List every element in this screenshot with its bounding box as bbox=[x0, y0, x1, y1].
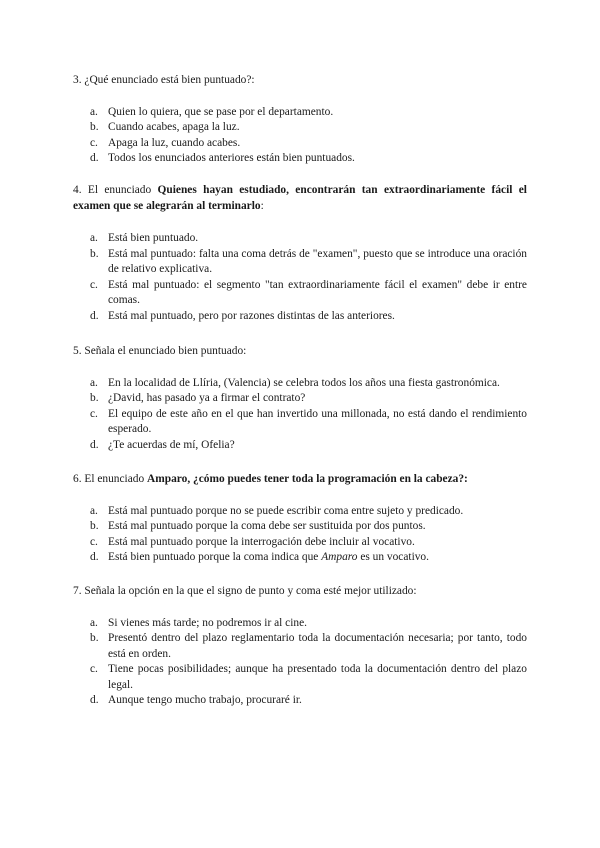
option-5a: a. En la localidad de Llíria, (Valencia) se celebra todos los años una fiesta gastronómica. bbox=[90, 376, 500, 389]
option-3a: a. Quien lo quiera, que se pase por el departamento. bbox=[90, 105, 334, 118]
question-7 bbox=[73, 584, 527, 709]
option-6b: b. Está mal puntuado porque la coma debe ser sustituida por dos puntos. bbox=[90, 520, 426, 532]
option-7b: b. Presentó dentro del plazo reglamentario toda la documentación necesaria; por tanto, todo está en orden. bbox=[90, 632, 527, 660]
question-5-options bbox=[73, 376, 527, 454]
option-3b: b. Cuando acabes, apaga la luz. bbox=[90, 121, 240, 133]
option-4a: a. Está bien puntuado. bbox=[90, 232, 199, 244]
option-4d: d. Está mal puntuado, pero por razones distintas de las anteriores. bbox=[90, 309, 395, 322]
question-4-quote: Quienes hayan estudiado, encontrarán tan extraordinariamente fácil el examen que se alegrarán al terminarlo bbox=[73, 184, 527, 212]
question-3-text: 3. ¿Qué enunciado está bien puntuado?: bbox=[73, 74, 255, 86]
question-6-options bbox=[73, 504, 527, 566]
option-6c: c. Está mal puntuado porque la interrogación debe incluir al vocativo. bbox=[90, 535, 415, 548]
option-6a: a. Está mal puntuado porque no se puede escribir coma entre sujeto y predicado. bbox=[90, 504, 464, 517]
question-4-text: 4. El enunciado Quienes hayan estudiado, encontrarán tan extraordinariamente fácil el examen que se alegrarán al terminarlo: bbox=[73, 184, 527, 212]
question-5-text: 5. Señala el enunciado bien puntuado: bbox=[73, 345, 247, 357]
option-5d: d. ¿Te acuerdas de mí, Ofelia? bbox=[90, 438, 235, 451]
question-4 bbox=[73, 183, 527, 324]
question-7-options bbox=[73, 616, 527, 709]
option-5c: c. El equipo de este año en el que han invertido una millonada, no está dando el rendimiento esperado. bbox=[90, 407, 527, 435]
option-4c: c. Está mal puntuado: el segmento "tan extraordinariamente fácil el examen" debe ir entre comas. bbox=[90, 278, 527, 306]
option-7c: c. Tiene pocas posibilidades; aunque ha presentado toda la documentación dentro del plazo legal. bbox=[90, 663, 527, 691]
question-3 bbox=[73, 73, 527, 167]
question-6-text: 6. El enunciado Amparo, ¿cómo puedes tener toda la programación en la cabeza?: bbox=[73, 473, 468, 485]
vocative-word: Amparo bbox=[321, 551, 358, 563]
option-5b: b. ¿David, has pasado ya a firmar el contrato? bbox=[90, 392, 306, 404]
option-7d: d. Aunque tengo mucho trabajo, procuraré ir. bbox=[90, 694, 302, 706]
option-7a: a. Si vienes más tarde; no podremos ir al cine. bbox=[90, 616, 307, 629]
question-7-text: 7. Señala la opción en la que el signo de punto y coma esté mejor utilizado: bbox=[73, 585, 417, 597]
question-3-options bbox=[73, 105, 527, 167]
option-6d: d. Está bien puntuado porque la coma indica que Amparo es un vocativo. bbox=[90, 551, 429, 563]
question-4-options bbox=[73, 231, 527, 324]
option-3d: d. Todos los enunciados anteriores están bien puntuados. bbox=[90, 152, 355, 164]
option-4b: b. Está mal puntuado: falta una coma detrás de "examen", puesto que se introduce una oración de relativo explicativa. bbox=[90, 247, 527, 275]
question-5 bbox=[73, 344, 527, 453]
question-6 bbox=[73, 472, 527, 566]
option-3c: c. Apaga la luz, cuando acabes. bbox=[90, 136, 241, 149]
question-6-quote: Amparo, ¿cómo puedes tener toda la programación en la cabeza?: bbox=[147, 473, 468, 485]
